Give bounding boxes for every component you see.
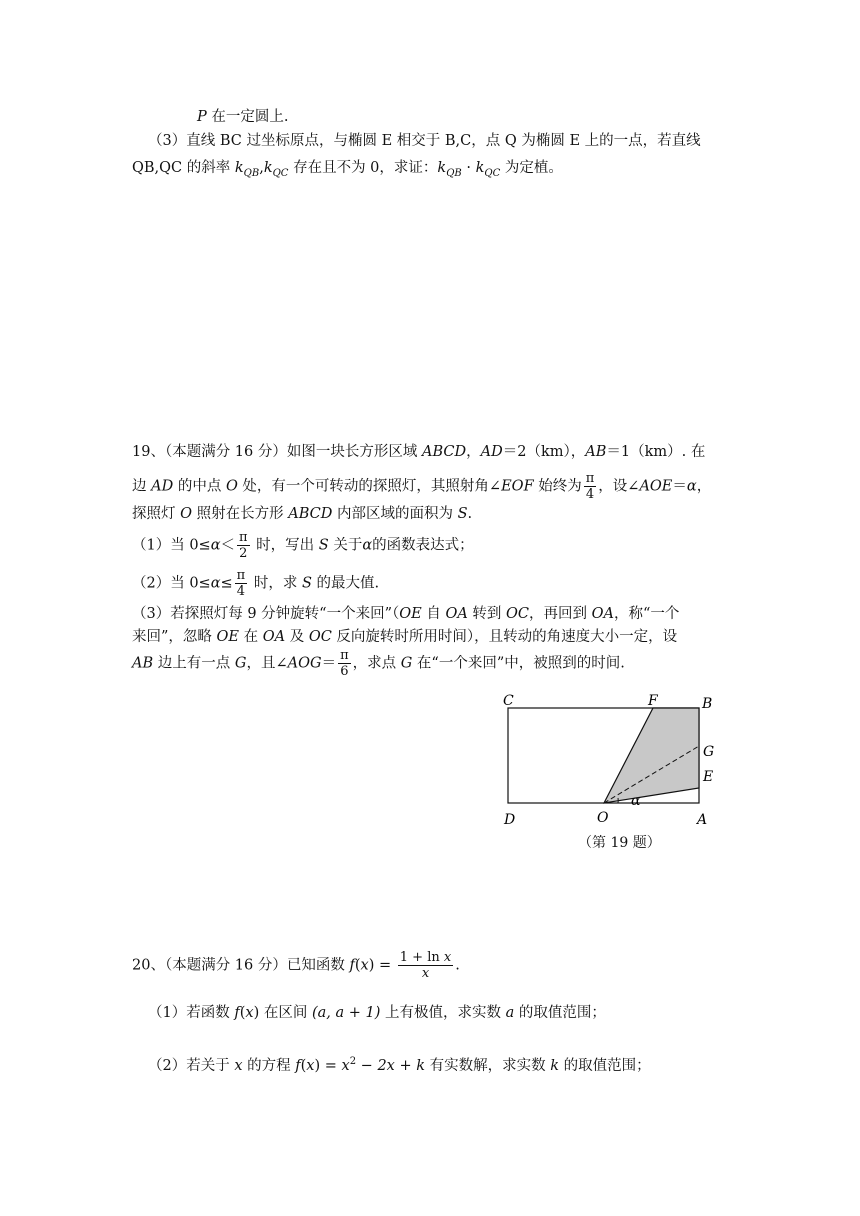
q19-line3 [132,504,472,524]
text: （1）当 0≤ [132,537,211,554]
q19-part2 [132,568,379,599]
fraction-function [398,950,453,981]
x: x [443,950,452,965]
o: O [225,478,238,495]
s: S [457,506,468,522]
label-c: C [503,693,514,709]
k-symbol: k [263,160,273,176]
text: 探照灯 [132,506,181,522]
f: f [349,957,355,974]
q19-part3-line2 [132,627,677,647]
abcd: ABCD [421,444,467,460]
label-d: D [504,812,516,828]
text: 关于 [328,537,363,554]
text: 转到 [467,606,507,622]
text: ，且∠ [246,655,288,672]
text: 来回”，忽略 [132,629,217,645]
subscript-qc: QC [272,168,289,179]
q20-part2 [148,1052,651,1076]
oa: OA [262,629,286,645]
ad: AD [480,444,503,460]
equation-rest: − 2x + k [356,1058,426,1074]
fraction-pi-over-4 [584,471,597,502]
alpha: α [362,537,373,554]
q19-part3-line1 [132,604,679,624]
comma: , [259,160,264,176]
label-e: E [703,769,714,785]
eof: EOF [501,478,534,495]
q19-heading [132,442,705,462]
q20-part1 [148,1003,606,1023]
text: 及 [285,629,309,645]
text: 存在且不为 0，求证： [288,160,438,176]
paren: ) [368,957,375,974]
text: 上有极值，求实数 [380,1005,506,1021]
text: ＜ [220,537,236,554]
oa: OA [445,606,468,622]
ad: AD [151,478,174,495]
label-a: A [697,812,708,828]
label-o: O [597,810,609,826]
text: 照射在长方形 [192,506,289,522]
q19-part1 [132,530,474,561]
text: 内部区域的面积为 [332,506,458,522]
oc: OC [506,606,530,622]
text: （3）若探照灯每 9 分钟旋转“一个来回”（ [132,606,400,622]
denominator: 2 [239,546,248,561]
denominator: 4 [236,584,246,599]
text: 在 [239,629,263,645]
text: 在区间 [259,1005,312,1021]
ab: AB [585,444,607,460]
q19-part3-line3 [132,648,625,679]
s: S [301,575,312,592]
text: 反向旋转时所用时间），且转动的角速度大小一定，设 [331,629,678,645]
text: 的最大值. [311,575,380,592]
text: ， [696,478,712,495]
oc: OC [308,629,332,645]
q18-part3-line2 [132,158,563,184]
text: 有实数解，求实数 [425,1058,551,1074]
q18-part3-line1: （3）直线 BC 过坐标原点，与椭圆 E 相交于 B,C，点 Q 为椭圆 E 上的一点，若直线 [148,133,701,149]
text: 为定植。 [500,160,563,176]
fraction-pi-over-4 [235,568,248,599]
num-text: 1 + ln [399,950,444,965]
figure-caption: （第 19 题） [578,835,661,851]
q19-figure [495,688,735,833]
aoe: AOE [639,478,673,495]
equals: = [374,957,396,974]
point-p: P [197,109,207,125]
k-symbol: k [437,160,447,176]
text: ， [466,444,481,460]
paren: ) [314,1058,321,1074]
fraction-pi-over-6 [338,648,351,679]
text: 20、（本题满分 16 分）已知函数 [132,957,350,974]
s: S [318,537,329,554]
a: a [505,1005,515,1021]
paren: ( [239,1005,246,1021]
text: 的取值范围； [559,1058,651,1074]
text: ＝2（km）， [502,444,586,460]
text: 的取值范围； [514,1005,606,1021]
label-alpha: α [631,793,641,809]
paren: ( [300,1058,307,1074]
text: 的函数表达式； [372,537,474,554]
denominator: 6 [340,664,349,679]
text: 处，有一个可转动的探照灯，其照射角∠ [237,478,502,495]
x: x [360,957,369,974]
x: x [306,1058,315,1074]
text: . [467,506,473,522]
dot: · [461,160,476,176]
fraction-pi-over-2 [237,530,250,561]
abcd: ABCD [288,506,333,522]
numerator: π [585,471,595,486]
g: G [400,655,413,672]
subscript-qc: QC [484,168,501,179]
subscript-qb: QB [243,168,260,179]
f: f [295,1058,301,1074]
o: O [180,506,192,522]
paren: ( [354,957,361,974]
q19-line2 [132,471,711,502]
text: 自 [421,606,446,622]
paren: ) [253,1005,260,1021]
k-symbol: k [234,160,244,176]
f: f [234,1005,240,1021]
q20-heading [132,950,460,981]
oe: OE [216,629,240,645]
text: 边 [132,478,152,495]
denominator: x [421,966,430,981]
text: 时，求 [249,575,302,592]
text: 的方程 [242,1058,296,1074]
label-g: G [703,744,715,760]
text: 时，写出 [251,537,319,554]
k-symbol: k [475,160,485,176]
numerator: π [340,648,349,663]
lit-region [604,708,699,803]
label-b: B [702,696,713,712]
subscript-qb: QB [446,168,462,179]
q18-continuation-line [197,107,288,127]
numerator: π [239,530,248,545]
x: x [234,1058,243,1074]
text: ＝ [321,655,337,672]
oe: OE [399,606,422,622]
ab: AB [132,655,154,672]
g: G [234,655,247,672]
period: . [455,957,460,974]
alpha: α [686,478,697,495]
alpha: α [210,537,221,554]
alpha: α [210,575,221,592]
label-f: F [648,693,658,709]
numerator: π [236,568,246,583]
text: 在一定圆上. [206,109,289,125]
equation-rhs: = x [320,1058,350,1074]
text: ，求点 [352,655,401,672]
text: （1）若函数 [148,1005,235,1021]
x: x [245,1005,254,1021]
text: QB,QC 的斜率 [132,160,235,176]
text: 的中点 [173,478,226,495]
text: ，称“一个 [613,606,680,622]
text: ≤ [220,575,233,592]
text: （2）当 0≤ [132,575,211,592]
text: （2）若关于 [148,1058,235,1074]
k: k [550,1058,560,1074]
denominator: 4 [585,487,595,502]
numerator [398,950,453,966]
text: 19、（本题满分 16 分）如图一块长方形区域 [132,444,422,460]
text: ＝1（km）. 在 [606,444,706,460]
text: 始终为 [533,478,582,495]
text: ，设∠ [598,478,640,495]
superscript: 2 [349,1056,357,1067]
aog: AOG [287,655,322,672]
text: 边上有一点 [153,655,235,672]
oa: OA [591,606,614,622]
text: ＝ [672,478,687,495]
text: ，再回到 [529,606,592,622]
text: 在“一个来回”中，被照到的时间. [412,655,625,672]
interval: (a, a + 1) [311,1005,381,1021]
